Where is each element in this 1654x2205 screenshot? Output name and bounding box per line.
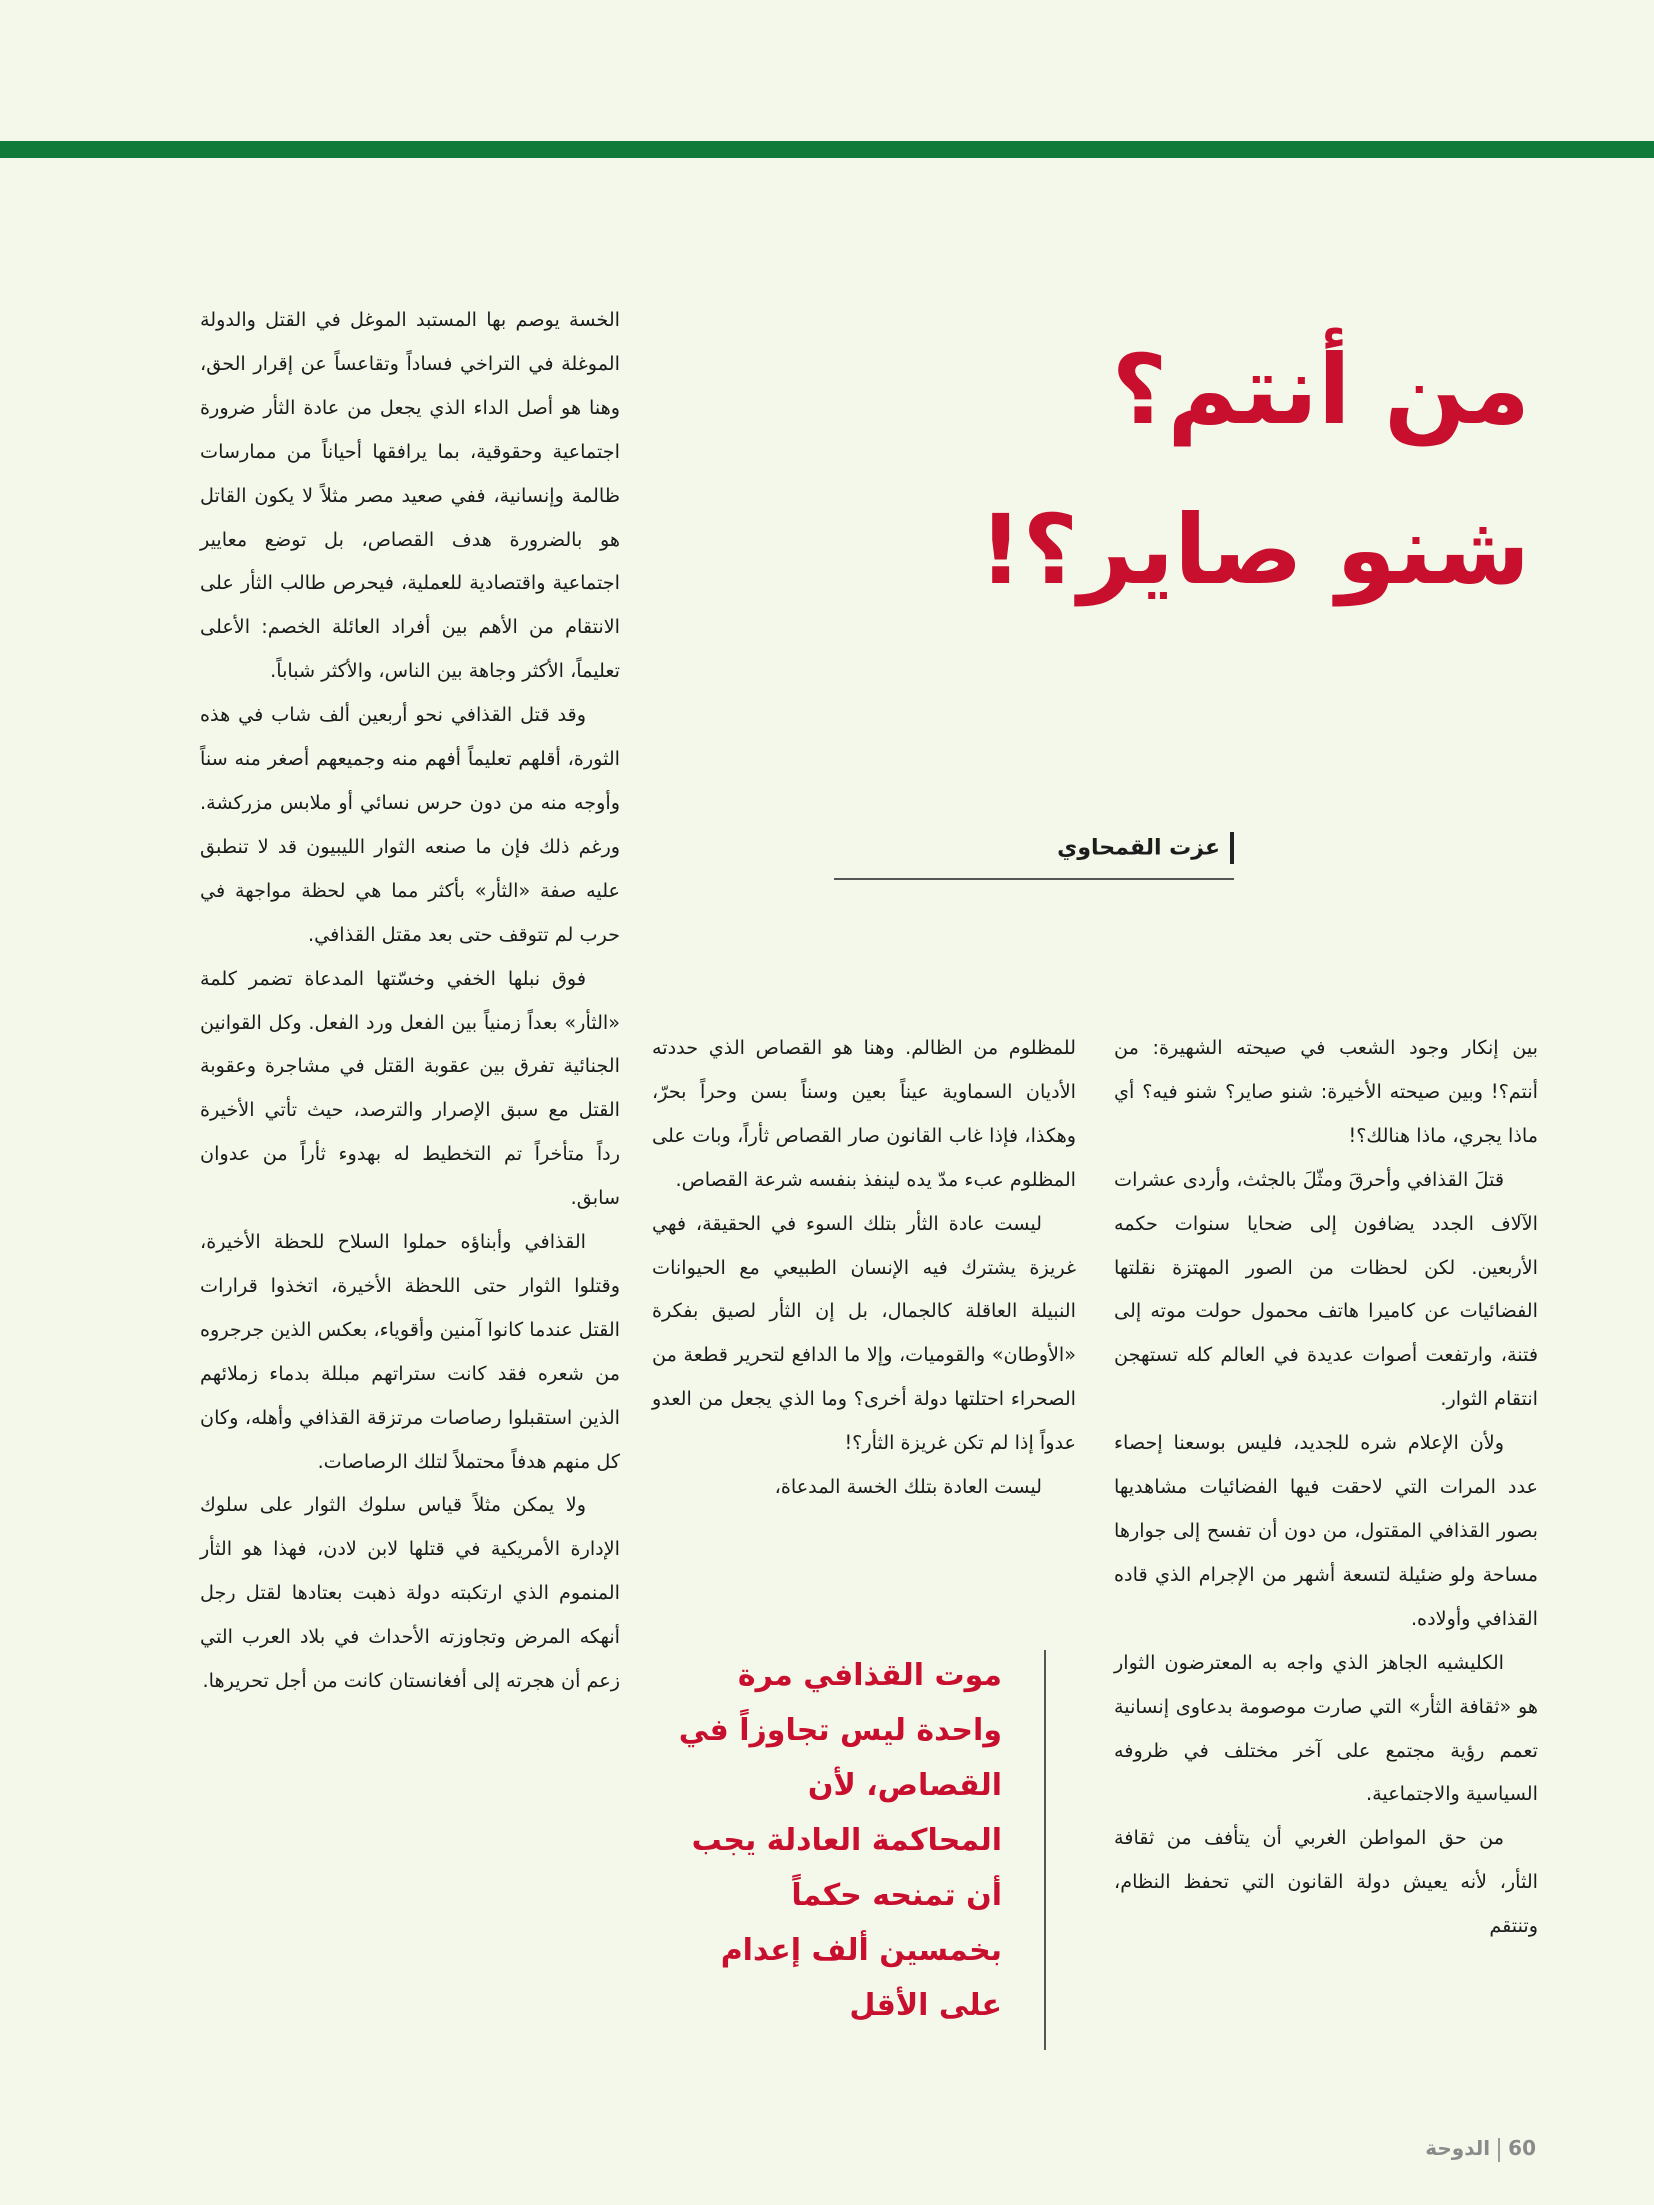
paragraph: ليست عادة الثأر بتلك السوء في الحقيقة، فهي غريزة يشترك فيه الإنسان الطبيعي مع الحيوانات النبيلة العاقلة كالجمال، بل إن الثأر لصيق بفكرة «الأوطان» والقوميات، وإلا ما الدافع لتحرير قطعة من الصحراء احتلتها دولة أخرى؟ وما الذي يجعل من العدو عدواً إذا لم تكن غريزة الثأر؟! bbox=[652, 1211, 1076, 1455]
byline bbox=[834, 832, 1234, 880]
paragraph: وقد قتل القذافي نحو أربعين ألف شاب في هذه الثورة، أقلهم تعليماً أفهم منه وجميعهم أصغر منه سناً وأوجه منه من دون حرس نسائي أو ملابس مزركشة. ورغم ذلك فإن ما صنعه الثوار الليبيون قد لا تنطبق عليه صفة «الثأر» بأكثر مما هي لحظة مواجهة في حرب لم تتوقف حتى بعد مقتل القذافي. bbox=[200, 703, 620, 946]
paragraph: للمظلوم من الظالم. وهنا هو القصاص الذي حددته الأديان السماوية عيناً بعين وسناً بسن وحراً بحرّ، وهكذا، فإذا غاب القانون صار القصاص ثأراً، وبات على المظلوم عبء مدّ يده لينفذ بنفسه شرعة القصاص. bbox=[652, 1036, 1076, 1191]
pull-quote: موت القذافي مرة واحدة ليس تجاوزاً في القصاص، لأن المحاكمة العادلة يجب أن تمنحه حكماً بخمسين ألف إعدام على الأقل bbox=[678, 1658, 1002, 2023]
magazine-logo: الدوحة bbox=[1425, 2136, 1491, 2160]
paragraph: قتلَ القذافي وأحرقَ ومثّلَ بالجثث، وأردى عشرات الآلاف الجدد يضافون إلى ضحايا سنوات حكمه الأربعين. لكن لحظات من الصور المهتزة نقلتها الفضائيات عن كاميرا هاتف محمول حولت موته إلى فتنة، وارتفعت أصوات عديدة في العالم كله تستهجن انتقام الثوار. bbox=[1114, 1167, 1538, 1411]
paragraph: بين إنكار وجود الشعب في صيحته الشهيرة: من أنتم؟! وبين صيحته الأخيرة: شنو صاير؟ شنو فيه؟ أي ماذا يجري، ماذا هنالك؟! bbox=[1114, 1036, 1538, 1147]
footer-divider bbox=[1498, 2138, 1500, 2162]
text-column-2 bbox=[652, 1026, 1076, 1509]
paragraph: ولا يمكن مثلاً قياس سلوك الثوار على سلوك الإدارة الأمريكية في قتلها لابن لادن، فهذا هو الثأر المنموم الذي ارتكبته دولة ذهبت بعتادها لقتل رجل أنهكه المرض وتجاوزته الأحداث في بلاد العرب التي زعم أن هجرته إلى أفغانستان كانت من أجل تحريرها. bbox=[200, 1493, 620, 1693]
paragraph: من حق المواطن الغربي أن يتأفف من ثقافة الثأر، لأنه يعيش دولة القانون التي تحفظ النظام، وتنتقم bbox=[1114, 1826, 1538, 1938]
article-title bbox=[930, 310, 1530, 630]
paragraph: القذافي وأبناؤه حملوا السلاح للحظة الأخيرة، وقتلوا الثوار حتى اللحظة الأخيرة، اتخذوا قرارات القتل عندما كانوا آمنين وأقوياء، بعكس الذين جرجروه من شعره فقد كانت ستراتهم مبللة بدماء زملائهم الذين استقبلوا رصاصات مرتزقة القذافي وأهله، وكان كل منهم هدفاً محتملاً لتلك الرصاصات. bbox=[200, 1230, 620, 1473]
paragraph: ليست العادة بتلك الخسة المدعاة، bbox=[774, 1475, 1042, 1499]
text-column-1 bbox=[1114, 1026, 1538, 1948]
text-column-3 bbox=[200, 298, 620, 1703]
byline-bar bbox=[1230, 832, 1234, 864]
title-line: من أنتم؟ bbox=[1111, 334, 1530, 446]
page-footer bbox=[1336, 2136, 1536, 2162]
pull-quote-rule bbox=[1044, 1650, 1046, 2050]
title-line: شنو صاير؟! bbox=[978, 494, 1530, 606]
page-number: 60 bbox=[1508, 2136, 1536, 2160]
paragraph: الخسة يوصم بها المستبد الموغل في القتل والدولة الموغلة في التراخي فساداً وتقاعساً عن إقرار الحق، وهنا هو أصل الداء الذي يجعل من عادة الثأر ضرورة اجتماعية وحقوقية، بما يرافقها أحياناً من ممارسات ظالمة وإنسانية، ففي صعيد مصر مثلاً لا يكون القاتل هو بالضرورة هدف القصاص، بل توضع معايير اجتماعية واقتصادية للعملية، فيحرص طالب الثأر على الانتقام من الأهم بين أفراد العائلة الخصم: الأعلى تعليماً، الأكثر وجاهة بين الناس، والأكثر شباباً. bbox=[200, 308, 620, 683]
paragraph: فوق نبلها الخفي وخسّتها المدعاة تضمر كلمة «الثأر» بعداً زمنياً بين الفعل ورد الفعل. وكل القوانين الجنائية تفرق بين عقوبة القتل في مشاجرة وعقوبة القتل مع سبق الإصرار والترصد، حيث تأتي الأخيرة رداً متأخراً تم التخطيط له بهدوء ثأراً من عدوان سابق. bbox=[200, 966, 620, 1210]
paragraph: ولأن الإعلام شره للجديد، فليس بوسعنا إحصاء عدد المرات التي لاحقت فيها الفضائيات مشاهديها بصور القذافي المقتول، من دون أن تفسح إلى جوارها مساحة ولو ضئيلة لتسعة أشهر من الإجرام الذي قاده القذافي وأولاده. bbox=[1114, 1431, 1538, 1630]
author-name: عزت القمحاوي bbox=[1057, 835, 1220, 861]
header-rule bbox=[0, 141, 1654, 158]
paragraph: الكليشيه الجاهز الذي واجه به المعترضون الثوار هو «ثقافة الثأر» التي صارت موصومة بدعاوى إنسانية تعمم رؤية مجتمع على آخر مختلف في ظروفه السياسية والاجتماعية. bbox=[1114, 1650, 1538, 1806]
